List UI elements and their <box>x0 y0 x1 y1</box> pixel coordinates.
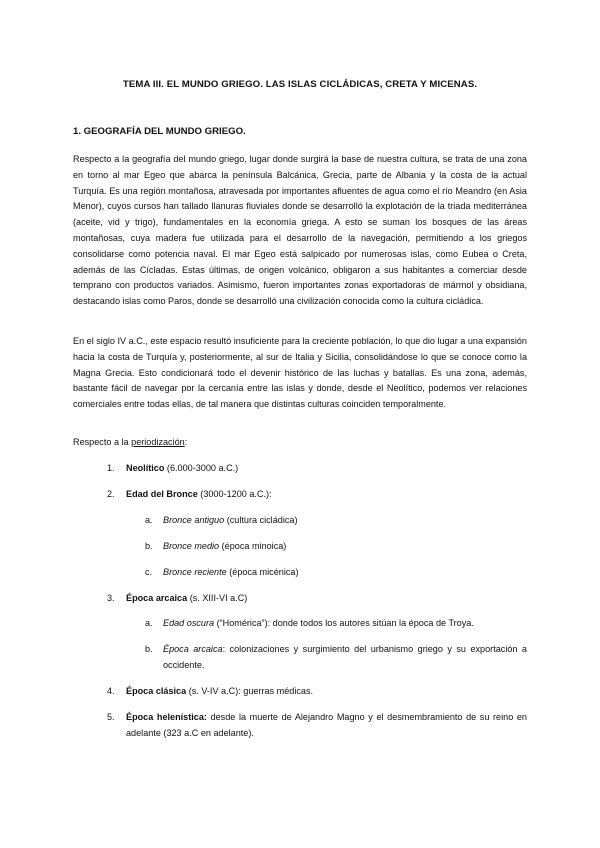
period-number: 4. <box>107 686 115 696</box>
subperiod-item <box>145 539 527 555</box>
period-name: Neolítico <box>126 463 165 473</box>
subperiod-letter: b. <box>145 541 153 551</box>
section-heading: 1. GEOGRAFÍA DEL MUNDO GRIEGO. <box>73 126 246 137</box>
intro-underlined: periodización <box>131 437 185 447</box>
period-detail: (3000-1200 a.C.): <box>197 489 272 499</box>
document-title: TEMA III. EL MUNDO GRIEGO. LAS ISLAS CICLÁDICAS, CRETA Y MICENAS. <box>122 79 478 90</box>
period-detail: (6.000-3000 a.C.) <box>164 463 239 473</box>
subperiod-detail: (época micénica) <box>226 567 299 577</box>
period-detail: (s. V-IV a.C): guerras médicas. <box>186 686 314 696</box>
period-item <box>107 591 527 607</box>
subperiod-detail: : colonizaciones y surgimiento del urbanismo griego y su exportación a occidente. <box>163 644 527 670</box>
period-name: Época clásica <box>126 686 187 696</box>
period-number: 3. <box>107 593 115 603</box>
subperiod-letter: a. <box>145 515 153 525</box>
intro-prefix: Respecto a la <box>73 437 132 447</box>
periodization-intro <box>73 437 187 447</box>
period-name: Época helenística: <box>126 712 207 722</box>
period-number: 5. <box>107 712 115 722</box>
subperiod-item <box>145 513 527 529</box>
intro-suffix: : <box>184 437 188 447</box>
subperiod-detail: (“Homérica”): donde todos los autores sitúan la época de Troya. <box>214 618 474 628</box>
subperiod-name: Bronce reciente <box>163 567 227 577</box>
subperiod-detail: (cultura cicládica) <box>224 515 298 525</box>
subperiod-name: Bronce medio <box>163 541 220 551</box>
paragraph-geography: Respecto a la geografía del mundo griego, lugar donde surgirá la base de nuestra cultura, se trata de una zona en torno al mar Egeo que abarca la península Balcánica, Grecia, parte de Albania y la costa de la actual Turquía. Es una región montañosa, atravesada por importantes afluentes de agua como el río Meandro (en Asia Menor), cuyos cursos han tallado llanuras fluviales donde se desarrolló la explotación de la triada mediterránea (aceite, vid y trigo), fundamentales en la economía griega. A esto se suman los bosques de las áreas montañosas, cuya madera fue utilizada para el desarrollo de la navegación, permitiendo a los griegos consolidarse como potencia naval. El mar Egeo está salpicado por numerosas islas, como Eubea o Creta, además de las Cícladas. Estas últimas, de origen volcánico, obligaron a sus habitantes a comerciar desde temprano con productos variados. Asimismo, fueron importantes zonas exportadoras de mármol y obsidiana, destacando islas como Paros, donde se desarrolló una civilización conocida como la cultura cicládica. <box>73 154 527 307</box>
subperiod-name: Edad oscura <box>163 618 215 628</box>
period-detail: (s. XIII-VI a.C) <box>187 593 248 603</box>
subperiod-name: Época arcaica <box>163 644 223 654</box>
subperiod-item <box>145 565 527 581</box>
period-item <box>107 710 527 742</box>
subperiod-detail: (época minoica) <box>219 541 287 551</box>
period-number: 1. <box>107 463 115 473</box>
subperiod-item <box>145 642 527 674</box>
period-item <box>107 461 527 477</box>
period-name: Época arcaica <box>126 593 188 603</box>
period-name: Edad del Bronce <box>126 489 198 499</box>
subperiod-letter: a. <box>145 618 153 628</box>
period-number: 2. <box>107 489 115 499</box>
period-detail: desde la muerte de Alejandro Magno y el desmembramiento de su reino en adelante (323 a.C en adelante). <box>126 712 527 738</box>
subperiod-letter: c. <box>145 567 153 577</box>
period-item <box>107 684 527 700</box>
paragraph-expansion: En el siglo IV a.C., este espacio resultó insuficiente para la creciente población, lo que dio lugar a una expansión hacia la costa de Turquía y, posteriormente, al sur de Italia y Sicilia, consolidándose lo que se conoce como la Magna Grecia. Esto condicionará todo el devenir histórico de las luchas y batallas. Es una zona, además, bastante fácil de navegar por la cercanía entre las islas y donde, desde el Neolítico, podemos ver relaciones comerciales entre todas ellas, de tal manera que distintas culturas coinciden temporalmente. <box>73 336 527 410</box>
period-item <box>107 487 527 503</box>
subperiod-item <box>145 616 527 632</box>
subperiod-letter: b. <box>145 644 153 654</box>
subperiod-name: Bronce antiguo <box>163 515 225 525</box>
